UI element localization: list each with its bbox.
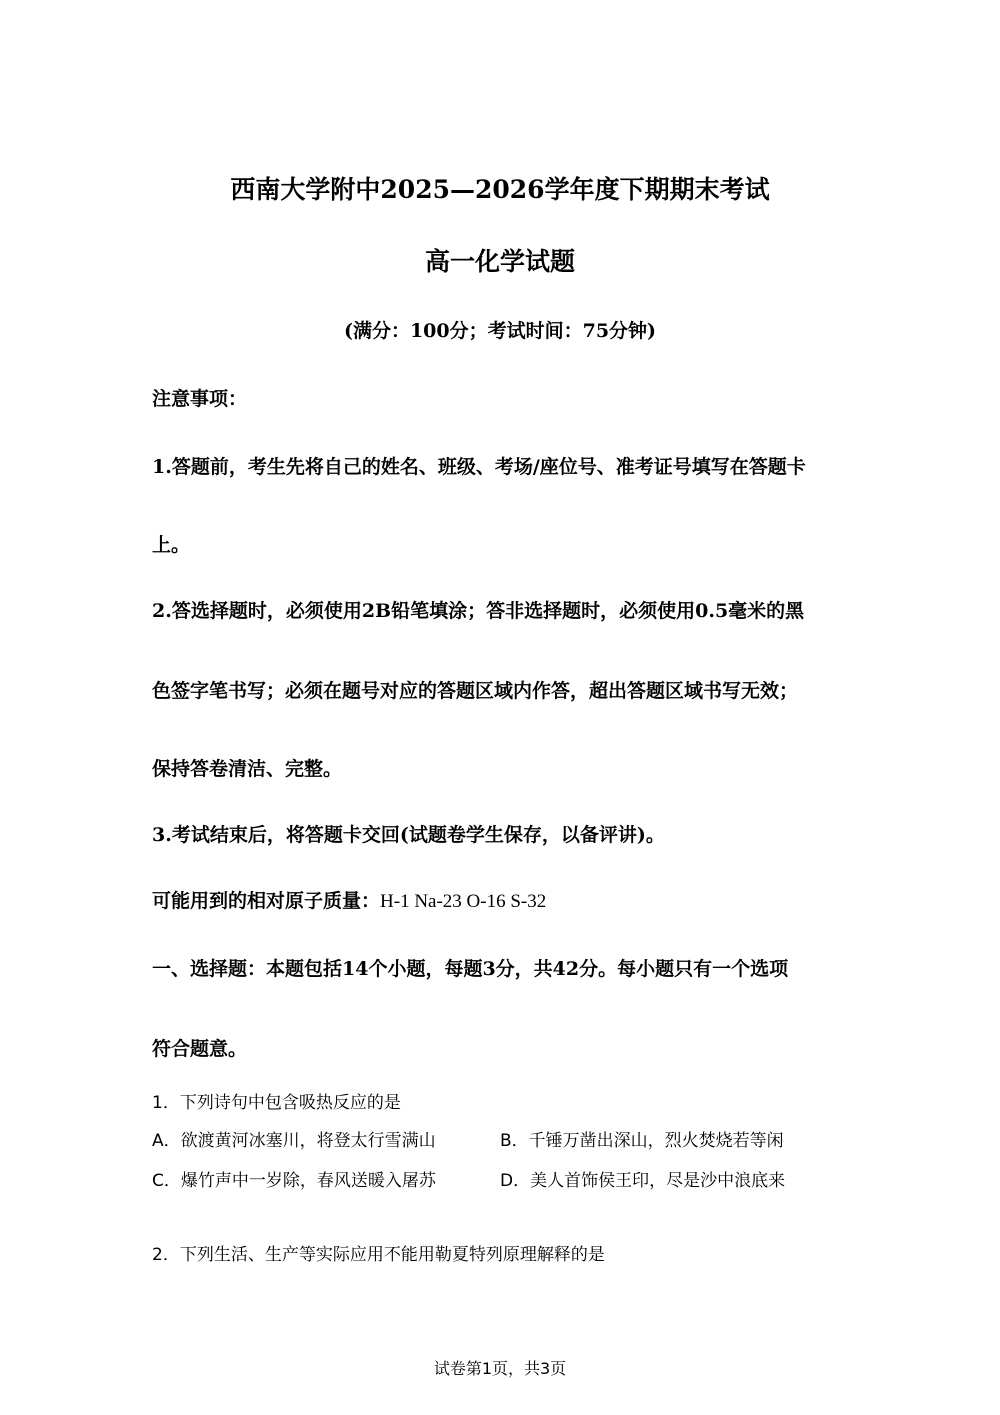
question-1-option-a: A．欲渡黄河冰塞川，将登太行雪满山	[152, 1131, 436, 1151]
subject-title: 高一化学试题	[424, 247, 575, 276]
notice-item-1-line-2: 上。	[152, 534, 191, 556]
page-footer: 试卷第1页，共3页	[433, 1359, 567, 1378]
question-1-option-d: D．美人首饰侯王印，尽是沙中浪底来	[500, 1171, 786, 1191]
notice-item-2-line-3: 保持答卷清洁、完整。	[152, 758, 343, 780]
notice-item-1-line-1: 1.答题前，考生先将自己的姓名、班级、考场/座位号、准考证号填写在答题卡	[152, 456, 806, 478]
exam-title: 西南大学附中2025—2026学年度下期期末考试	[230, 175, 770, 204]
atomic-mass-line	[152, 886, 546, 913]
notice-item-2-line-1: 2.答选择题时，必须使用2B铅笔填涂；答非选择题时，必须使用0.5毫米的黑	[152, 600, 805, 622]
question-1-option-b: B．千锤万凿出深山，烈火焚烧若等闲	[500, 1131, 784, 1151]
question-1-stem: 1．下列诗句中包含吸热反应的是	[152, 1093, 401, 1113]
atomic-mass-label: 可能用到的相对原子质量：	[152, 890, 381, 912]
notice-item-2-line-2: 色签字笔书写；必须在题号对应的答题区域内作答，超出答题区域书写无效；	[152, 680, 799, 702]
exam-info: (满分：100分；考试时间：75分钟)	[343, 320, 657, 342]
question-2-stem: 2．下列生活、生产等实际应用不能用勒夏特列原理解释的是	[152, 1245, 605, 1265]
notice-item-3: 3.考试结束后，将答题卡交回(试题卷学生保存，以备评讲)。	[152, 824, 665, 846]
section-1-line-1: 一、选择题：本题包括14个小题，每题3分，共42分。每小题只有一个选项	[152, 958, 789, 980]
question-1-option-c: C．爆竹声中一岁除，春风送暖入屠苏	[152, 1171, 436, 1191]
notice-heading: 注意事项：	[152, 388, 248, 410]
atomic-mass-values: H-1 Na-23 O-16 S-32	[380, 891, 547, 912]
section-1-line-2: 符合题意。	[152, 1038, 248, 1060]
